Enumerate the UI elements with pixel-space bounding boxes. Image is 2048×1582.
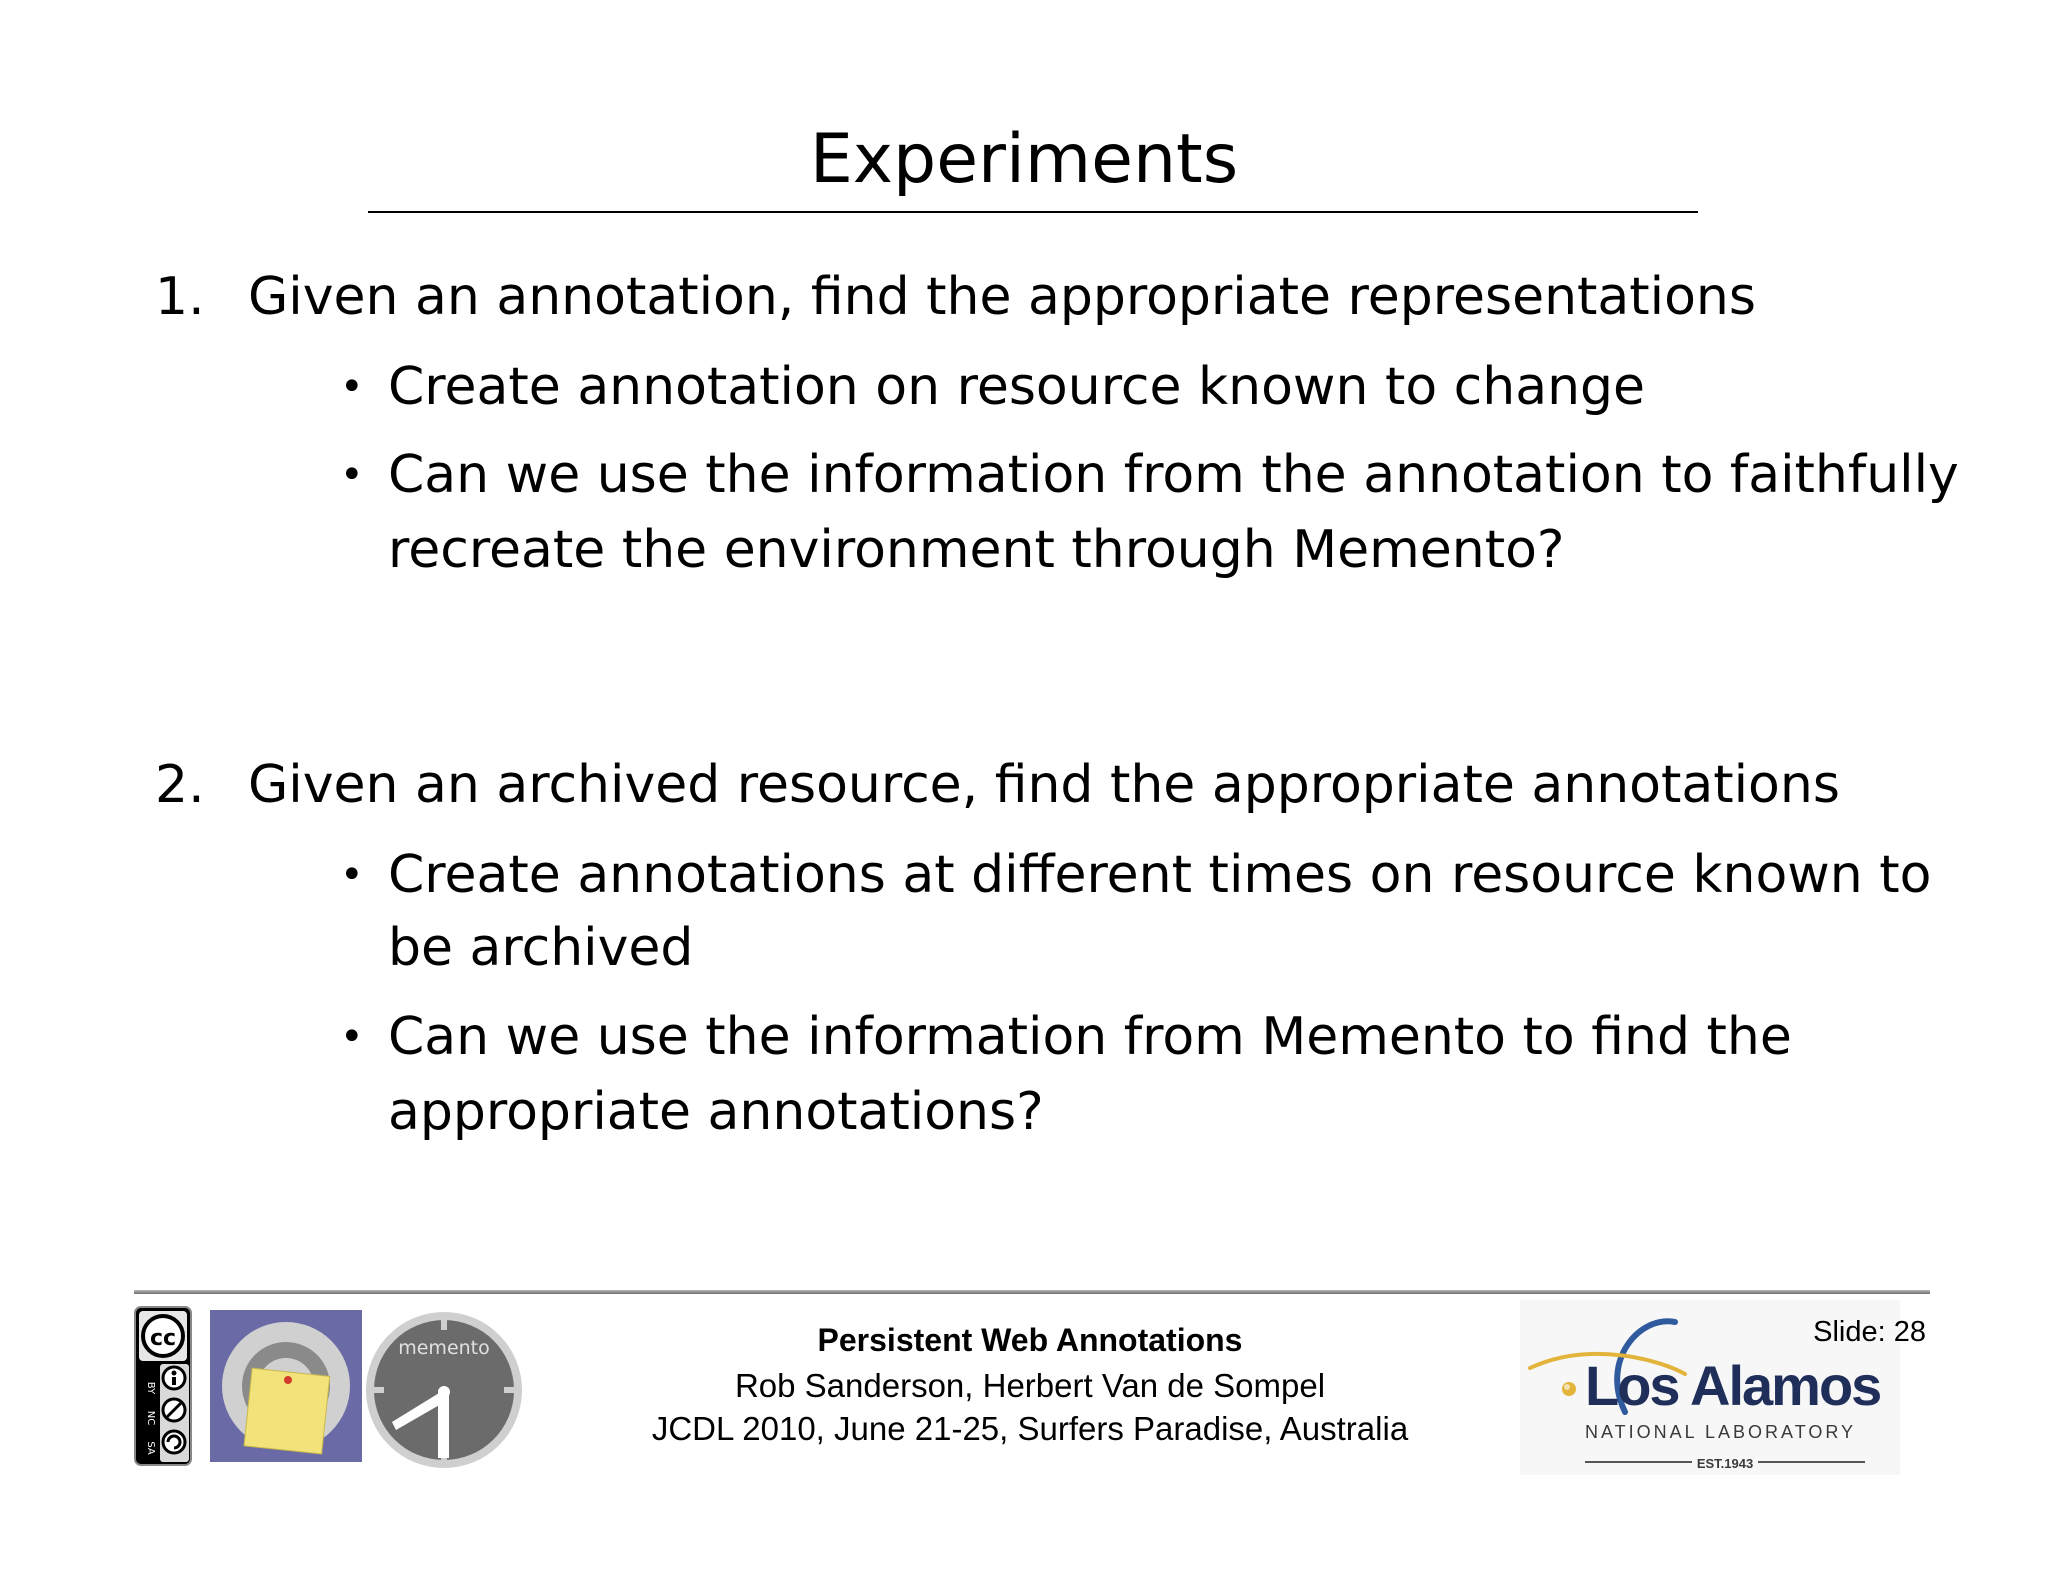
cc-by-label: BY: [145, 1381, 156, 1395]
bullet-text: Create annotations at different times on resource known to: [388, 845, 1932, 905]
bullet-text: Can we use the information from Memento to find the: [388, 1007, 1792, 1067]
creative-commons-by-nc-sa-icon: [134, 1306, 192, 1466]
footer-divider: [134, 1290, 1930, 1294]
memento-clock-icon: [364, 1310, 524, 1470]
item-number: 1.: [155, 267, 205, 327]
bullet-glyph: •: [340, 364, 364, 410]
bullet-glyph: •: [340, 1014, 364, 1060]
lanl-sub: NATIONAL LABORATORY: [1585, 1422, 1857, 1442]
footer-title: Persistent Web Annotations: [817, 1322, 1243, 1358]
title-underline: [368, 211, 1698, 213]
item-text: Given an archived resource, find the appropriate annotations: [248, 755, 1840, 815]
svg-text:cc: cc: [149, 1326, 177, 1351]
bullet-text-continued: appropriate annotations?: [388, 1082, 1044, 1142]
cc-sa-label: SA: [145, 1441, 156, 1455]
bullet-text-continued: be archived: [388, 918, 694, 978]
bullet-glyph: •: [340, 452, 364, 498]
lanl-est: EST.1943: [1696, 1456, 1754, 1471]
footer-conference: JCDL 2010, June 21-25, Surfers Paradise, Australia: [651, 1410, 1409, 1447]
bullet-text: Can we use the information from the annotation to faithfully: [388, 445, 1959, 505]
footer-authors: Rob Sanderson, Herbert Van de Sompel: [734, 1367, 1326, 1404]
item-number: 2.: [155, 755, 205, 815]
slide-title: Experiments: [809, 120, 1239, 199]
lanl-name: Los Alamos: [1585, 1354, 1881, 1417]
bullet-text: Create annotation on resource known to change: [388, 357, 1646, 417]
item-text: Given an annotation, find the appropriate representations: [248, 267, 1756, 327]
cc-nc-label: NC: [145, 1410, 156, 1426]
memento-label: memento: [398, 1337, 490, 1359]
sticky-note-target-icon: [210, 1310, 362, 1462]
slide-number: Slide: 28: [1813, 1316, 1926, 1348]
bullet-text-continued: recreate the environment through Memento?: [388, 520, 1565, 580]
bullet-glyph: •: [340, 852, 364, 898]
